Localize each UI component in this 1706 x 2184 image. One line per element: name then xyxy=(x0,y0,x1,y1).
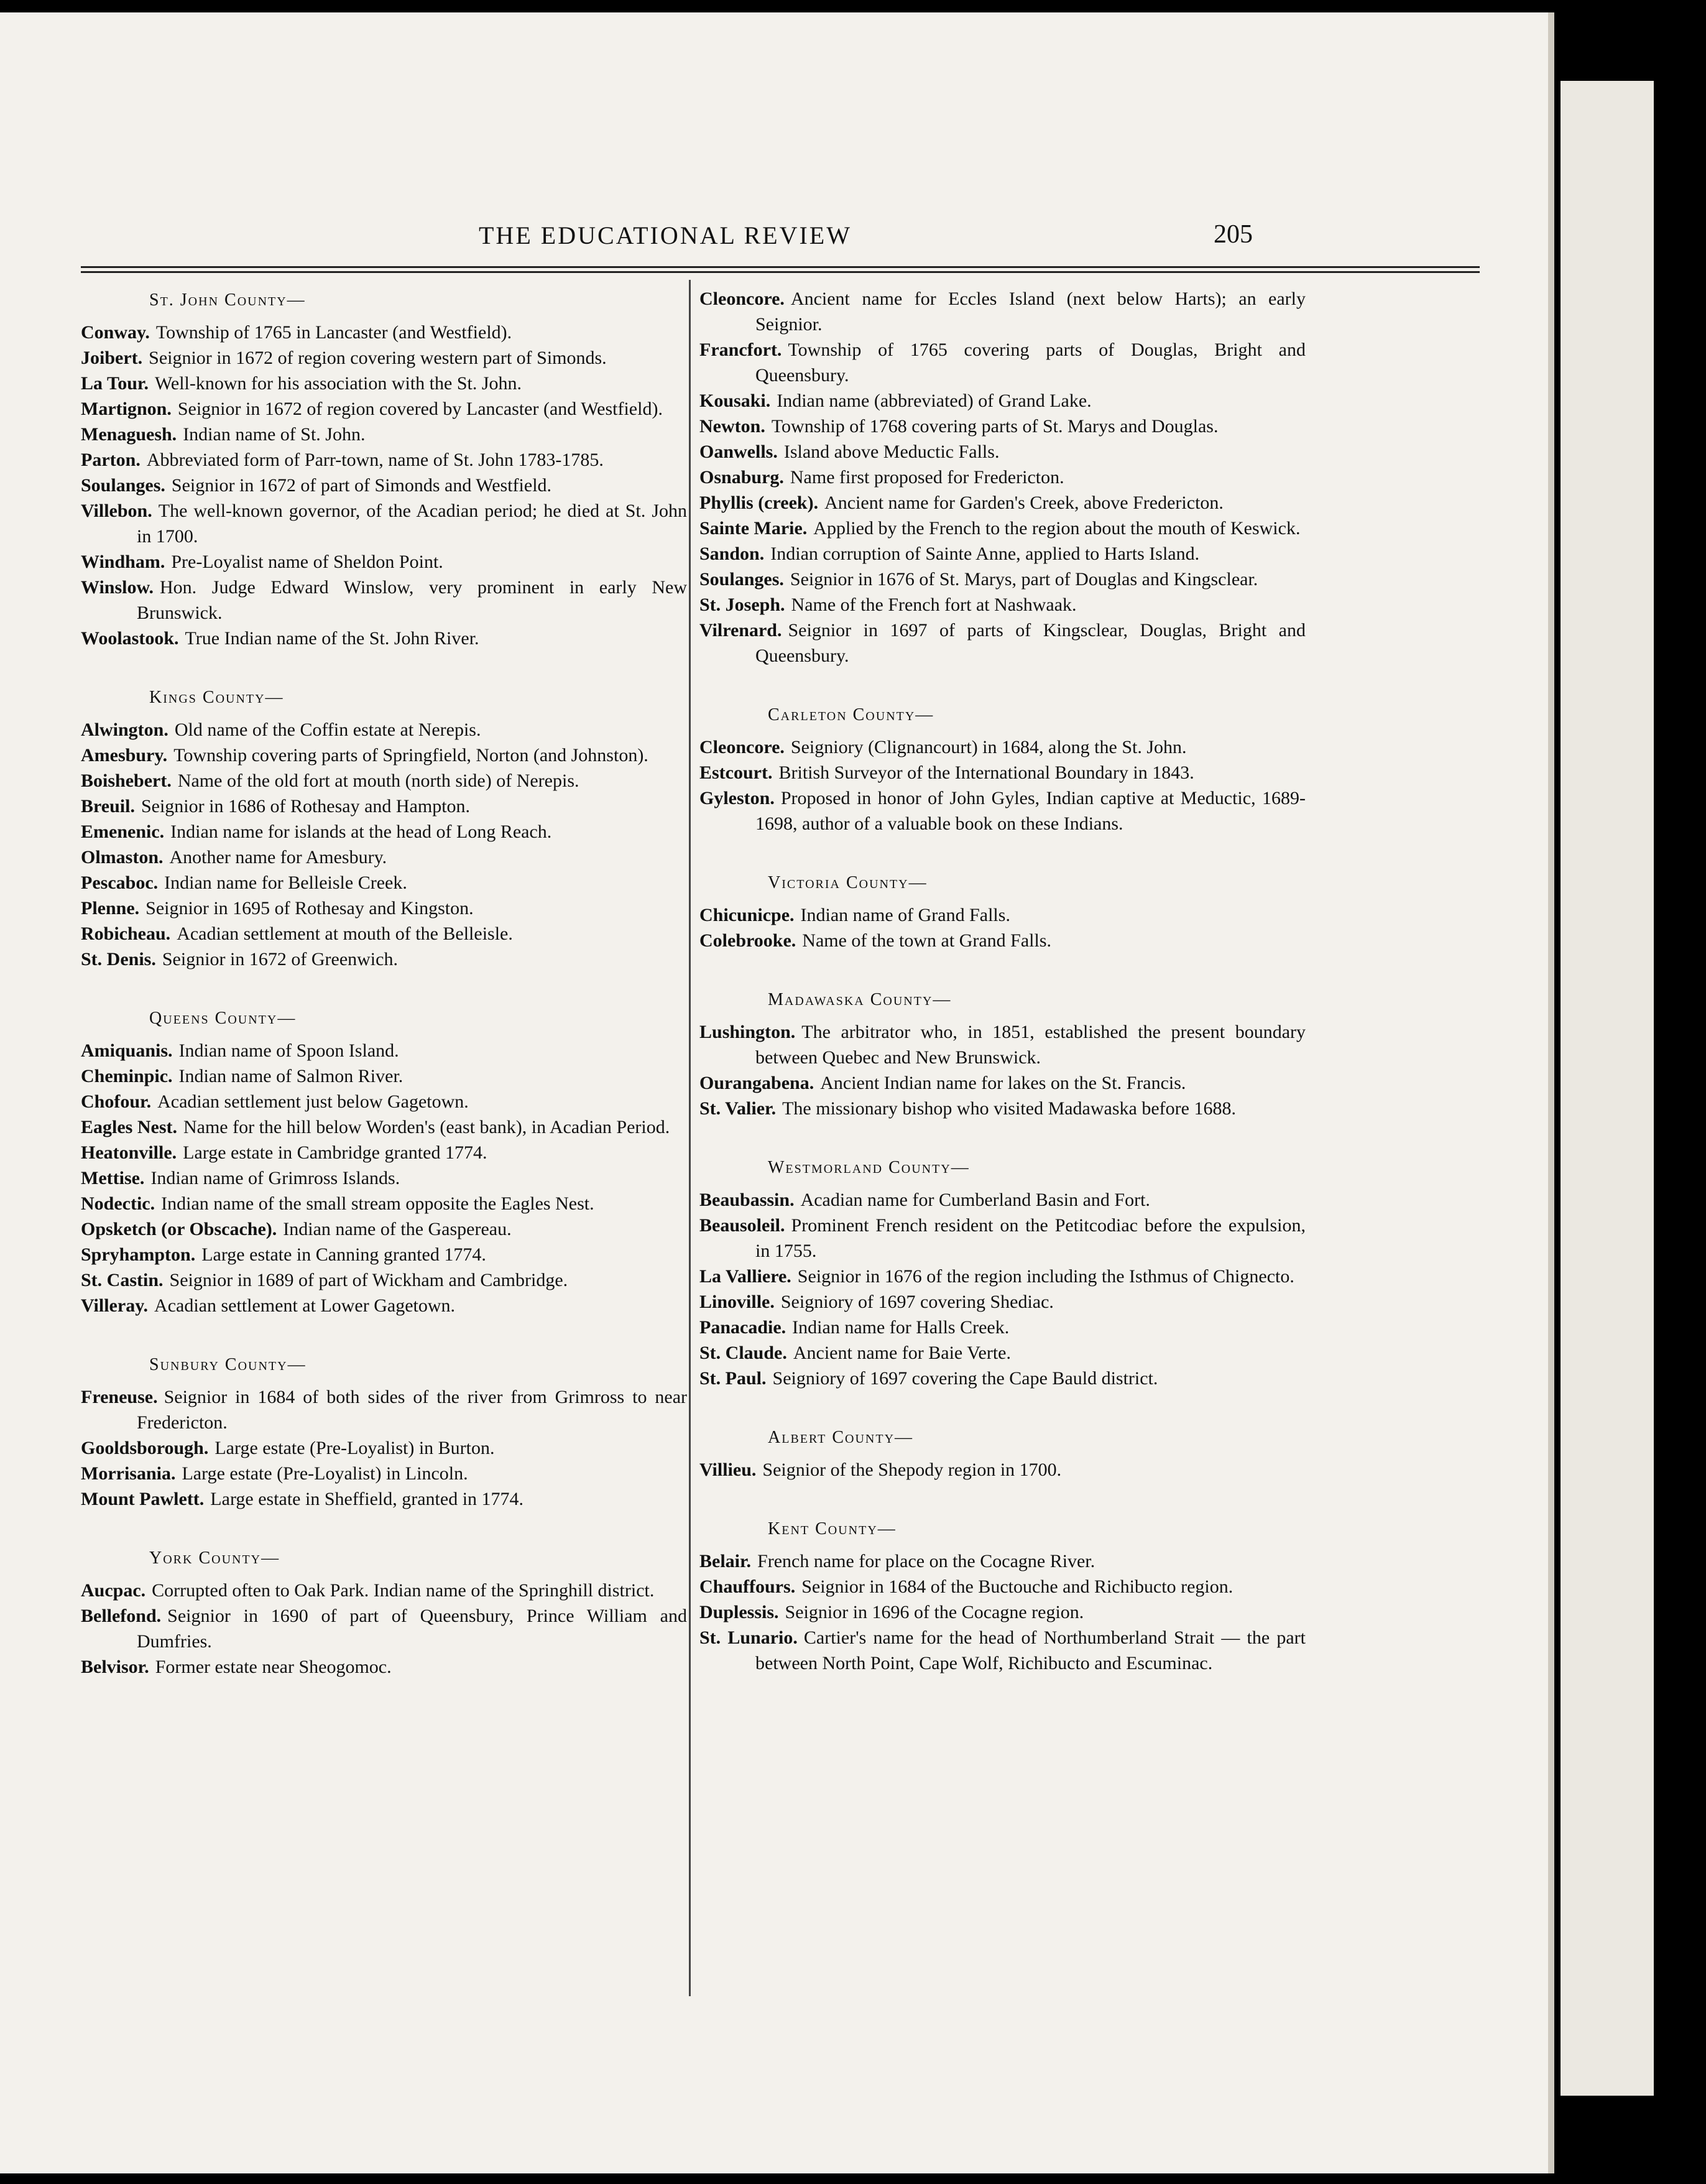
place-name: Cleoncore. xyxy=(699,289,785,309)
place-description: Indian name of St. John. xyxy=(183,424,366,445)
county-section xyxy=(81,286,687,651)
place-name: Amiquanis. xyxy=(81,1040,173,1061)
place-name: Newton. xyxy=(699,416,765,437)
place-description: Former estate near Sheogomoc. xyxy=(155,1657,392,1677)
place-name-entry xyxy=(699,1366,1306,1391)
place-description: Large estate in Sheffield, granted in 1774. xyxy=(210,1489,524,1509)
header-rule-bottom xyxy=(81,271,1480,273)
place-description: Seignior in 1684 of both sides of the river from Grimross to near Fredericton. xyxy=(137,1387,687,1433)
place-name: Joibert. xyxy=(81,348,143,368)
place-name-entry xyxy=(81,1293,687,1318)
county-section xyxy=(81,683,687,972)
place-name-entry xyxy=(81,1578,687,1603)
place-name: Lushington. xyxy=(699,1022,796,1042)
place-description: Indian name of the small stream opposite the Eagles Nest. xyxy=(161,1193,594,1214)
place-name-entry xyxy=(81,1654,687,1680)
place-name-entry xyxy=(81,1486,687,1512)
running-header xyxy=(81,221,1480,258)
place-description: Township of 1765 covering parts of Douglas, Bright and Queensbury. xyxy=(755,340,1306,386)
place-name-entry xyxy=(81,1038,687,1063)
place-name-entry xyxy=(699,1070,1306,1096)
place-name-entry xyxy=(699,1264,1306,1289)
place-description: The arbitrator who, in 1851, established the present boundary between Quebec and New Brunswick. xyxy=(755,1022,1306,1068)
county-section xyxy=(81,1351,687,1512)
place-name-entry xyxy=(81,1063,687,1089)
place-name-entry xyxy=(81,1242,687,1267)
place-name: Cheminpic. xyxy=(81,1066,173,1086)
place-name: Menaguesh. xyxy=(81,424,177,445)
place-name-entry xyxy=(699,516,1306,541)
place-name: Emenenic. xyxy=(81,821,165,842)
place-name: Parton. xyxy=(81,450,141,470)
county-section xyxy=(699,869,1306,953)
place-name: Windham. xyxy=(81,552,165,572)
place-name-entry xyxy=(699,465,1306,490)
place-description: Ancient Indian name for lakes on the St. Francis. xyxy=(820,1073,1186,1093)
place-name: Pescaboc. xyxy=(81,872,159,893)
place-name: Gyleston. xyxy=(699,788,775,808)
place-name: Bellefond. xyxy=(81,1606,162,1626)
place-name: Beausoleil. xyxy=(699,1215,785,1236)
place-name-entry xyxy=(81,1603,687,1654)
place-name-entry xyxy=(81,473,687,498)
left-column xyxy=(81,286,687,1680)
county-heading: Kings County— xyxy=(149,688,284,707)
place-description: Seigniory (Clignancourt) in 1684, along the St. John. xyxy=(790,737,1187,757)
place-name-entry xyxy=(81,870,687,895)
place-name-entry xyxy=(699,902,1306,928)
place-description: Name of the old fort at mouth (north side) of Nerepis. xyxy=(177,770,579,791)
county-section xyxy=(81,1544,687,1680)
place-name-entry xyxy=(81,422,687,447)
place-name: Robicheau. xyxy=(81,923,171,944)
place-description: French name for place on the Cocagne River. xyxy=(757,1551,1095,1571)
place-name: Vilrenard. xyxy=(699,620,782,641)
place-name: Estcourt. xyxy=(699,762,773,783)
place-name-entry xyxy=(699,1548,1306,1574)
place-name-entry xyxy=(81,1191,687,1216)
place-name: Nodectic. xyxy=(81,1193,155,1214)
place-description: Abbreviated form of Parr-town, name of St. John 1783-1785. xyxy=(146,450,604,470)
place-name: Villebon. xyxy=(81,501,152,521)
place-description: Ancient name for Baie Verte. xyxy=(793,1343,1012,1363)
place-name-entry xyxy=(81,345,687,371)
place-description: Seignior in 1672 of region covering western part of Simonds. xyxy=(149,348,607,368)
place-name: Belair. xyxy=(699,1551,752,1571)
place-description: Seignior in 1676 of the region including the Isthmus of Chignecto. xyxy=(797,1266,1294,1287)
place-name-entry xyxy=(81,1140,687,1165)
county-heading: Albert County— xyxy=(768,1428,914,1447)
county-heading: St. John County— xyxy=(149,290,306,310)
county-heading: Madawaska County— xyxy=(768,990,952,1009)
place-description: Ancient name for Eccles Island (next below Harts); an early Seignior. xyxy=(755,289,1306,335)
place-description: Ancient name for Garden's Creek, above Fredericton. xyxy=(824,493,1224,513)
county-section xyxy=(699,1423,1306,1483)
place-name-entry xyxy=(699,1315,1306,1340)
county-heading: York County— xyxy=(149,1548,280,1568)
place-description: Name of the French fort at Nashwaak. xyxy=(791,595,1077,615)
place-name: Mount Pawlett. xyxy=(81,1489,205,1509)
page-edge xyxy=(1561,81,1654,2096)
place-description: Prominent French resident on the Petitcodiac before the expulsion, in 1755. xyxy=(755,1215,1306,1261)
place-name-entry xyxy=(699,286,1306,337)
place-description: Name of the town at Grand Falls. xyxy=(802,930,1052,951)
place-name: Opsketch (or Obscache). xyxy=(81,1219,277,1239)
place-name: Linoville. xyxy=(699,1292,775,1312)
place-name-entry xyxy=(699,760,1306,785)
place-name-entry xyxy=(699,1187,1306,1213)
place-name: Heatonville. xyxy=(81,1142,177,1163)
place-description: True Indian name of the St. John River. xyxy=(185,628,479,649)
place-description: Seignior in 1689 of part of Wickham and Cambridge. xyxy=(169,1270,568,1290)
place-name-entry xyxy=(81,498,687,549)
place-name: Morrisania. xyxy=(81,1463,176,1484)
place-description: Seignior in 1672 of region covered by Lancaster (and Westfield). xyxy=(177,399,663,419)
place-description: Seignior in 1684 of the Buctouche and Richibucto region. xyxy=(801,1576,1233,1597)
place-description: Indian name of the Gaspereau. xyxy=(283,1219,512,1239)
place-name: Winslow. xyxy=(81,577,154,598)
place-name-entry xyxy=(699,928,1306,953)
place-name-entry xyxy=(81,396,687,422)
place-name: Belvisor. xyxy=(81,1657,149,1677)
place-name-entry xyxy=(81,320,687,345)
place-description: Seignior in 1672 of Greenwich. xyxy=(162,949,398,969)
place-description: Hon. Judge Edward Winslow, very prominent in early New Brunswick. xyxy=(137,577,687,623)
place-name: St. Joseph. xyxy=(699,595,785,615)
place-description: Cartier's name for the head of Northumberland Strait — the part between North Point, Cape Wolf, Richibucto and Escuminac. xyxy=(755,1627,1306,1673)
place-description: Applied by the French to the region about the mouth of Keswick. xyxy=(813,518,1301,539)
place-name: Amesbury. xyxy=(81,745,168,766)
place-description: Indian name of Grimross Islands. xyxy=(150,1168,400,1188)
place-name-entry xyxy=(699,1096,1306,1121)
place-description: Name for the hill below Worden's (east bank), in Acadian Period. xyxy=(183,1117,670,1137)
place-description: Township of 1768 covering parts of St. Marys and Douglas. xyxy=(771,416,1219,437)
place-name-entry xyxy=(81,1384,687,1435)
place-name: Aucpac. xyxy=(81,1580,146,1601)
place-name-entry xyxy=(81,946,687,972)
place-name-entry xyxy=(699,785,1306,836)
place-description: Indian name for islands at the head of Long Reach. xyxy=(170,821,552,842)
place-description: Name first proposed for Fredericton. xyxy=(790,467,1064,488)
place-description: Seignior in 1697 of parts of Kingsclear, Douglas, Bright and Queensbury. xyxy=(755,620,1306,666)
county-heading: Carleton County— xyxy=(768,705,934,724)
place-description: Township of 1765 in Lancaster (and Westfield). xyxy=(155,322,512,343)
place-name-entry xyxy=(81,626,687,651)
place-name: Chauffours. xyxy=(699,1576,796,1597)
place-description: Another name for Amesbury. xyxy=(169,847,387,868)
place-name-entry xyxy=(81,794,687,819)
county-heading: Victoria County— xyxy=(768,873,928,892)
place-name-entry xyxy=(81,895,687,921)
place-name: Gooldsborough. xyxy=(81,1438,209,1458)
place-description: Acadian name for Cumberland Basin and Fort. xyxy=(800,1190,1150,1210)
place-description: Township covering parts of Springfield, Norton (and Johnston). xyxy=(173,745,648,766)
place-name-entry xyxy=(699,439,1306,465)
place-name-entry xyxy=(699,1457,1306,1483)
place-name-entry xyxy=(699,414,1306,439)
place-name: Alwington. xyxy=(81,720,168,740)
place-description: Seignior in 1676 of St. Marys, part of Douglas and Kingsclear. xyxy=(790,569,1258,590)
place-name: Mettise. xyxy=(81,1168,145,1188)
place-name: Colebrooke. xyxy=(699,930,796,951)
place-name-entry xyxy=(81,921,687,946)
place-description: Well-known for his association with the St. John. xyxy=(154,373,522,394)
place-name: Kousaki. xyxy=(699,391,771,411)
place-name: Sandon. xyxy=(699,544,765,564)
county-heading: Westmorland County— xyxy=(768,1158,970,1177)
place-description: The well-known governor, of the Acadian period; he died at St. John in 1700. xyxy=(137,501,687,547)
place-name: Chicunicpe. xyxy=(699,905,795,925)
page-number: 205 xyxy=(1214,220,1253,249)
place-name: St. Paul. xyxy=(699,1368,767,1389)
place-name-entry xyxy=(81,549,687,575)
right-column xyxy=(699,286,1306,1676)
place-name-entry xyxy=(699,592,1306,618)
place-name: Woolastook. xyxy=(81,628,179,649)
place-name: St. Castin. xyxy=(81,1270,164,1290)
place-name: Spryhampton. xyxy=(81,1244,196,1265)
place-name: St. Denis. xyxy=(81,949,156,969)
county-heading: Kent County— xyxy=(768,1519,897,1539)
place-name-entry xyxy=(81,1435,687,1461)
place-name-entry xyxy=(699,1340,1306,1366)
place-name-entry xyxy=(81,371,687,396)
county-section xyxy=(699,286,1306,669)
place-name-entry xyxy=(81,1216,687,1242)
place-description: British Surveyor of the International Boundary in 1843. xyxy=(778,762,1194,783)
county-section xyxy=(81,1004,687,1318)
place-name-entry xyxy=(699,734,1306,760)
place-name: Eagles Nest. xyxy=(81,1117,177,1137)
place-name: Panacadie. xyxy=(699,1317,786,1338)
place-name-entry xyxy=(81,1165,687,1191)
place-description: Large estate in Canning granted 1774. xyxy=(201,1244,486,1265)
column-divider xyxy=(689,280,691,1996)
place-name-entry xyxy=(81,1267,687,1293)
place-description: Indian name for Halls Creek. xyxy=(792,1317,1010,1338)
place-description: Pre-Loyalist name of Sheldon Point. xyxy=(171,552,443,572)
place-name-entry xyxy=(699,1574,1306,1599)
county-section xyxy=(699,986,1306,1121)
place-name-entry xyxy=(699,618,1306,669)
place-description: Indian name for Belleisle Creek. xyxy=(164,872,407,893)
place-name: Oanwells. xyxy=(699,442,778,462)
place-name-entry xyxy=(699,1625,1306,1676)
county-section xyxy=(699,1154,1306,1391)
county-section xyxy=(699,1515,1306,1676)
place-name-entry xyxy=(81,844,687,870)
place-name-entry xyxy=(699,541,1306,567)
place-description: Indian name of Salmon River. xyxy=(178,1066,403,1086)
place-name: Plenne. xyxy=(81,898,140,918)
place-name: Boishebert. xyxy=(81,770,172,791)
place-name-entry xyxy=(81,575,687,626)
place-description: Indian corruption of Sainte Anne, applied to Harts Island. xyxy=(770,544,1200,564)
place-description: Island above Meductic Falls. xyxy=(783,442,1000,462)
place-name: St. Valier. xyxy=(699,1098,777,1119)
place-name-entry xyxy=(81,1461,687,1486)
place-name: Breuil. xyxy=(81,796,135,817)
journal-title: THE EDUCATIONAL REVIEW xyxy=(479,221,852,249)
place-name: Martignon. xyxy=(81,399,172,419)
place-name-entry xyxy=(699,337,1306,388)
place-name: Olmaston. xyxy=(81,847,164,868)
place-name: Soulanges. xyxy=(699,569,784,590)
place-name: Conway. xyxy=(81,322,150,343)
place-description: Seignior in 1690 of part of Queensbury, Prince William and Dumfries. xyxy=(137,1606,687,1652)
place-name-entry xyxy=(81,1089,687,1114)
place-description: Seignior in 1695 of Rothesay and Kingston. xyxy=(145,898,474,918)
place-name: Cleoncore. xyxy=(699,737,785,757)
place-name: Beaubassin. xyxy=(699,1190,795,1210)
place-name-entry xyxy=(699,1289,1306,1315)
place-description: Large estate in Cambridge granted 1774. xyxy=(183,1142,487,1163)
place-description: Seignior in 1696 of the Cocagne region. xyxy=(785,1602,1084,1622)
place-name: Sainte Marie. xyxy=(699,518,808,539)
place-description: Large estate (Pre-Loyalist) in Lincoln. xyxy=(182,1463,468,1484)
county-section xyxy=(699,701,1306,836)
place-name: Ourangabena. xyxy=(699,1073,814,1093)
place-name-entry xyxy=(81,743,687,768)
place-name: Osnaburg. xyxy=(699,467,784,488)
place-name-entry xyxy=(699,1213,1306,1264)
place-description: Seignior in 1672 of part of Simonds and Westfield. xyxy=(171,475,552,496)
place-name-entry xyxy=(81,1114,687,1140)
place-name-entry xyxy=(699,1019,1306,1070)
place-description: The missionary bishop who visited Madawaska before 1688. xyxy=(782,1098,1236,1119)
place-name: Chofour. xyxy=(81,1091,152,1112)
place-name: Villeray. xyxy=(81,1295,149,1316)
place-name-entry xyxy=(699,388,1306,414)
place-name: Villieu. xyxy=(699,1460,757,1480)
county-heading: Sunbury County— xyxy=(149,1355,307,1374)
place-description: Large estate (Pre-Loyalist) in Burton. xyxy=(214,1438,495,1458)
place-name-entry xyxy=(699,1599,1306,1625)
place-description: Acadian settlement just below Gagetown. xyxy=(157,1091,469,1112)
place-name: St. Claude. xyxy=(699,1343,787,1363)
place-name: La Tour. xyxy=(81,373,149,394)
place-name: St. Lunario. xyxy=(699,1627,798,1648)
header-rule-top xyxy=(81,266,1480,268)
place-name-entry xyxy=(699,490,1306,516)
place-name-entry xyxy=(81,819,687,844)
place-description: Indian name of Spoon Island. xyxy=(178,1040,399,1061)
place-description: Proposed in honor of John Gyles, Indian captive at Meductic, 1689-1698, author of a valuable book on these Indians. xyxy=(755,788,1306,834)
place-name-entry xyxy=(699,567,1306,592)
place-name: Soulanges. xyxy=(81,475,165,496)
place-description: Acadian settlement at Lower Gagetown. xyxy=(154,1295,456,1316)
place-description: Indian name of Grand Falls. xyxy=(800,905,1010,925)
place-description: Seignior in 1686 of Rothesay and Hampton. xyxy=(141,796,471,817)
place-description: Seignior of the Shepody region in 1700. xyxy=(762,1460,1062,1480)
place-name-entry xyxy=(81,768,687,794)
place-name: Freneuse. xyxy=(81,1387,158,1407)
place-name: Phyllis (creek). xyxy=(699,493,819,513)
place-description: Corrupted often to Oak Park. Indian name of the Springhill district. xyxy=(152,1580,655,1601)
place-description: Old name of the Coffin estate at Nerepis. xyxy=(174,720,481,740)
place-description: Seigniory of 1697 covering Shediac. xyxy=(780,1292,1054,1312)
place-name: Duplessis. xyxy=(699,1602,779,1622)
place-description: Seigniory of 1697 covering the Cape Bauld district. xyxy=(772,1368,1158,1389)
place-description: Indian name (abbreviated) of Grand Lake. xyxy=(777,391,1092,411)
place-name: La Valliere. xyxy=(699,1266,791,1287)
place-name: Francfort. xyxy=(699,340,782,360)
place-name-entry xyxy=(81,717,687,743)
place-name-entry xyxy=(81,447,687,473)
county-heading: Queens County— xyxy=(149,1009,297,1028)
place-description: Acadian settlement at mouth of the Belleisle. xyxy=(177,923,513,944)
